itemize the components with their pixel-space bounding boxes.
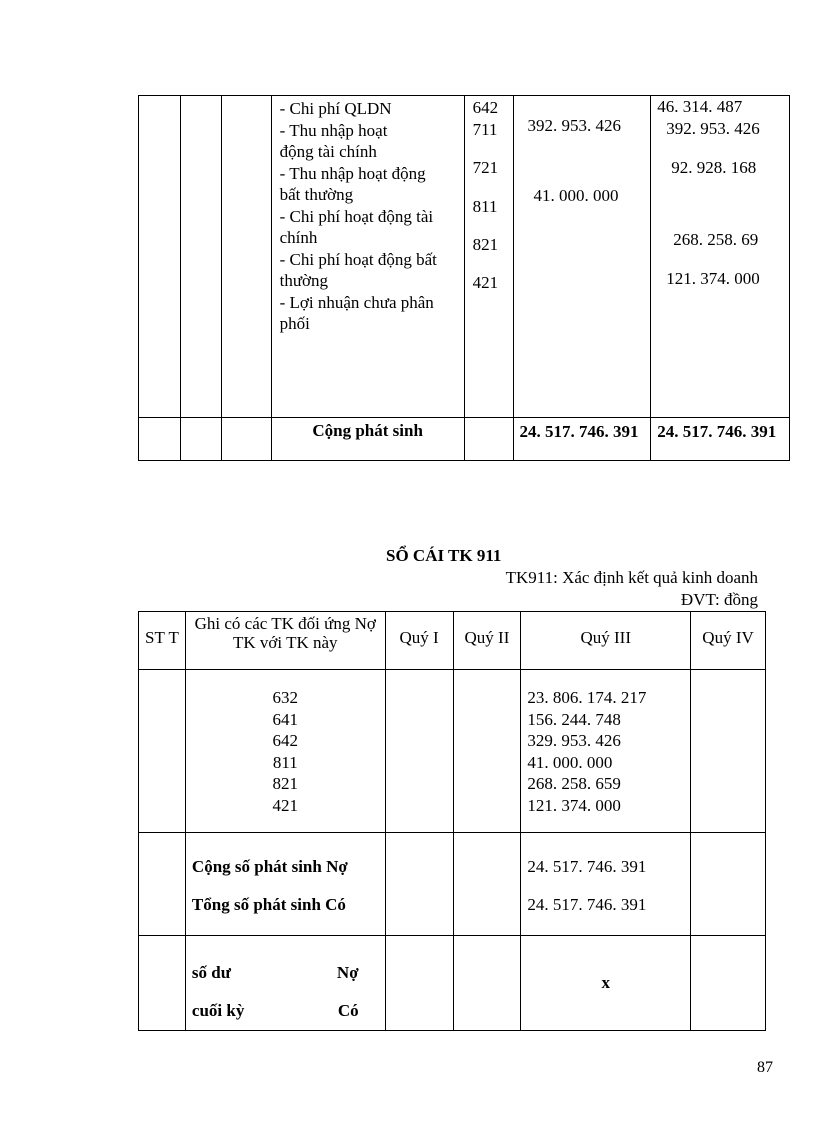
total-row	[139, 418, 790, 461]
header-accounts: Ghi có các TK đối ứng Nợ TK với TK này	[185, 612, 385, 670]
currency-unit: ĐVT: đồng	[680, 590, 758, 609]
list-item: 23. 806. 174. 217	[527, 688, 647, 707]
list-item: - Thu nhập hoạt động bất thường	[279, 163, 426, 204]
list-item: 632	[272, 688, 299, 707]
header-q2: Quý II	[453, 612, 521, 670]
total-credit-label: Tổng số phát sinh Có	[191, 895, 346, 914]
income-statement-continuation-table	[138, 95, 790, 461]
general-ledger-table	[138, 611, 766, 1031]
balance-label: số dư	[191, 963, 231, 982]
list-item: - Thu nhập hoạt động tài chính	[279, 120, 388, 161]
page-number: 87	[757, 1059, 773, 1076]
header-row	[139, 612, 766, 670]
totals-q3-cell	[521, 833, 691, 936]
totals-label-cell	[185, 833, 385, 936]
credit-amount: 46. 314. 487	[657, 97, 743, 116]
balance-label: cuối kỳ	[191, 1001, 245, 1020]
list-item: 641	[272, 709, 299, 729]
debit-amount: 41. 000. 000	[533, 186, 619, 205]
list-item: 811	[272, 752, 298, 772]
total-debit-label: Cộng số phát sinh Nợ	[191, 857, 348, 876]
header-q1: Quý I	[385, 612, 453, 670]
total-debit: 24. 517. 746. 391	[513, 418, 651, 461]
credit-amount: 268. 258. 69	[673, 230, 759, 249]
totals-row	[139, 833, 766, 936]
header-q4: Quý IV	[691, 612, 766, 670]
list-item: 642	[272, 731, 299, 750]
credit-amount-cell	[651, 96, 790, 418]
total-credit-q3: 24. 517. 746. 391	[527, 895, 647, 914]
list-item: 121. 374. 000	[527, 795, 621, 815]
list-item: - Lợi nhuận chưa phân phối	[279, 292, 434, 333]
list-item: 329. 953. 426	[527, 731, 621, 750]
balance-debit-label: Nợ	[336, 963, 359, 982]
list-item: - Chi phí hoạt động tài chính	[279, 206, 434, 247]
q3-amount-cell	[521, 670, 691, 833]
balance-row	[139, 936, 766, 1031]
item-description-cell	[271, 96, 464, 418]
ledger-title: SỔ CÁI TK 911	[386, 546, 502, 565]
debit-amount: 392. 953. 426	[527, 116, 622, 135]
account-code: 421	[472, 273, 499, 292]
credit-amount: 392. 953. 426	[666, 119, 760, 138]
closing-balance-label-cell	[185, 936, 385, 1031]
closing-balance-q3: x	[521, 936, 691, 1031]
account-code: 711	[472, 120, 498, 139]
account-code-cell	[464, 96, 513, 418]
list-item: 156. 244. 748	[527, 709, 621, 729]
list-item: 421	[272, 795, 299, 815]
total-label: Cộng phát sinh	[271, 418, 464, 461]
balance-credit-label: Có	[337, 1001, 359, 1020]
account-list-cell	[185, 670, 385, 833]
table-row	[139, 670, 766, 833]
list-item: 41. 000. 000	[527, 752, 613, 772]
list-item: 268. 258. 659	[527, 774, 621, 793]
credit-amount: 121. 374. 000	[666, 269, 760, 288]
list-item: - Chi phí hoạt động bất thường	[279, 249, 437, 290]
header-stt: ST T	[139, 612, 186, 670]
header-q3: Quý III	[521, 612, 691, 670]
account-code: 642	[472, 98, 499, 117]
account-code: 821	[472, 235, 499, 254]
list-item: 821	[272, 774, 299, 793]
account-code: 811	[472, 197, 498, 216]
credit-amount: 92. 928. 168	[671, 158, 757, 177]
total-credit: 24. 517. 746. 391	[651, 418, 790, 461]
debit-amount-cell	[513, 96, 651, 418]
ledger-subtitle: TK911: Xác định kết quả kinh doanh	[505, 568, 758, 587]
account-code: 721	[472, 158, 499, 177]
list-item: - Chi phí QLDN	[279, 99, 392, 118]
total-debit-q3: 24. 517. 746. 391	[527, 857, 647, 876]
table-row	[139, 96, 790, 418]
